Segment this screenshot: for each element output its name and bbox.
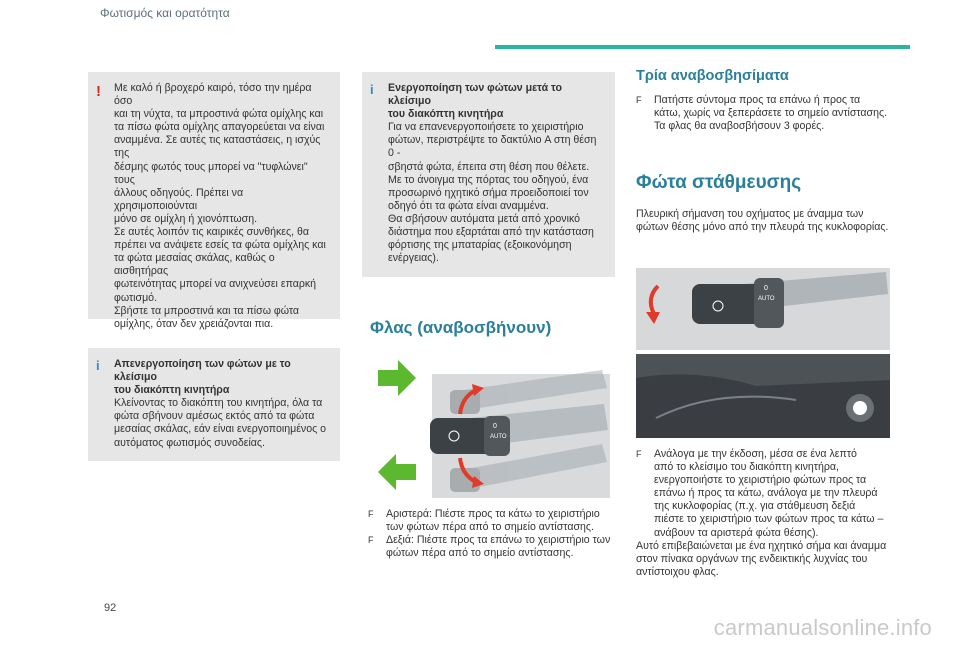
info-icon: i — [96, 358, 100, 373]
parking-bullet-line: ενεργοποιήστε το χειριστήριο φώτων προς τα — [654, 474, 867, 487]
info-on-heading-line: του διακόπτη κινητήρα — [388, 108, 504, 121]
warning-icon: ! — [96, 83, 101, 100]
three-flash-bullet — [636, 94, 906, 133]
warning-text — [114, 82, 328, 331]
bullet-icon: F — [636, 449, 642, 459]
three-flash-title: Τρία αναβοσβησίματα — [636, 68, 789, 84]
parking-bullet — [636, 448, 916, 540]
warning-text-line: τα φώτα μεσαίας σκάλας, καθώς ο αισθητήρας — [114, 252, 275, 278]
three-flash-line: Πατήστε σύντομα προς τα επάνω ή προς τα — [654, 94, 861, 106]
warning-text-line: Σβήστε τα μπροστινά και τα πίσω φώτα — [114, 304, 300, 317]
info-box-off-heading — [114, 358, 328, 397]
info-box-on-text — [388, 121, 603, 265]
info-off-heading-line: Απενεργοποίηση των φώτων με το κλείσιμο — [114, 358, 291, 384]
info-on-text-line: οδηγό ότι τα φώτα είναι αναμμένα. — [388, 199, 549, 212]
flash-bullet-right — [368, 534, 618, 560]
warning-box — [88, 72, 340, 330]
parking-outro-line: στον πίνακα οργάνων της ενδεικτικής λυχνίας του — [636, 552, 868, 565]
info-box-lights-on — [362, 72, 615, 277]
warning-text-line: και τη νύχτα, τα μπροστινά φώτα ομίχλης και — [114, 108, 324, 121]
info-on-text-line: φώτων, περιστρέψτε το δακτύλιο A στη θέση 0 - — [388, 134, 597, 160]
page-number: 92 — [104, 602, 117, 614]
info-on-text-line: ενέργειας). — [388, 252, 439, 265]
info-on-text-line: Θα σβήσουν αυτόματα μετά από χρονικό — [388, 212, 581, 225]
down-arrow-icon — [378, 454, 416, 490]
info-off-text-line: Κλείνοντας το διακόπτη του κινητήρα, όλα τα — [114, 397, 323, 410]
flash-right-line: Δεξιά: Πιέστε προς τα επάνω το χειριστήριο των — [386, 534, 611, 547]
info-off-text-line: φώτα σβήνουν αμέσως εκτός από τα φώτα — [114, 410, 315, 423]
parking-lights-intro — [636, 208, 916, 234]
warning-text-line: άλλους οδηγούς. Πρέπει να χρησιμοποιούνται — [114, 186, 244, 212]
flash-left-line: Αριστερά: Πιέστε προς τα κάτω το χειριστήριο — [386, 508, 600, 520]
stalk-auto-label: AUTO — [758, 296, 775, 302]
info-box-off-text — [114, 397, 328, 449]
parking-outro-line: Αυτό επιβεβαιώνεται με ένα ηχητικό σήμα και άναμμα — [636, 539, 887, 552]
flash-right-line: φώτων πέρα από το σημείο αντίστασης. — [386, 547, 574, 560]
parking-intro-line: φώτων θέσης μόνο από την πλευρά της κυκλοφορίας. — [636, 221, 889, 234]
warning-text-line: φωτισμό. — [114, 291, 158, 304]
lit-light-icon — [853, 401, 867, 415]
three-flash-text — [636, 94, 906, 133]
flash-stalk-illustration — [372, 352, 612, 502]
parking-bullet-line: από το κλείσιμο του διακόπτη κινητήρα, — [654, 461, 839, 474]
warning-text-line: Με καλό ή βροχερό καιρό, τόσο την ημέρα όσο — [114, 82, 312, 108]
page-header-title: Φωτισμός και ορατότητα — [100, 6, 230, 20]
stalk-auto-label: AUTO — [490, 434, 507, 440]
warning-text-line: ομίχλης, όταν δεν χρειάζονται πια. — [114, 317, 274, 330]
parking-bullet-line: της κυκλοφορίας (π.χ. για στάθμευση δεξιά — [654, 500, 856, 513]
header-accent-line — [495, 45, 910, 49]
parking-bullet-line: πιέστε το χειριστήριο των φώτων προς τα κάτω – — [654, 513, 884, 526]
flash-section-title: Φλας (αναβοσβήνουν) — [370, 318, 552, 337]
info-on-heading-line: Ενεργοποίηση των φώτων μετά το κλείσιμο — [388, 82, 562, 108]
parking-outro-line: αντίστοιχου φλας. — [636, 565, 719, 578]
flash-bullet-left — [368, 508, 618, 534]
parking-intro-line: Πλευρική σήμανση του οχήματος με άναμμα των — [636, 208, 864, 220]
parking-outro — [636, 540, 916, 579]
watermark: carmanualsonline.info — [713, 615, 932, 640]
info-on-text-line: Για να επανενεργοποιήσετε το χειριστήριο — [388, 121, 584, 134]
three-flash-line: Τα φλας θα αναβοσβήσουν 3 φορές. — [654, 120, 825, 133]
stalk-zero-label: 0 — [493, 423, 497, 430]
info-on-text-line: σβηστά φώτα, έπειτα στη θέση που θέλετε. — [388, 160, 590, 173]
parking-bullet-line: Ανάλογα με την έκδοση, μέσα σε ένα λεπτό — [654, 448, 857, 460]
parking-bullet-line: ανάβουν τα αριστερά φώτα θέσης). — [654, 526, 819, 539]
parking-bullet-line: επάνω ή προς τα κάτω, ανάλογα με την πλευρά — [654, 487, 878, 500]
info-off-text-line: μεσαίας σκάλας, εάν είναι ενεργοποιημένος ο — [114, 423, 327, 436]
up-arrow-icon — [378, 360, 416, 396]
warning-text-line: τα πίσω φώτα ομίχλης απαγορεύεται να είναι — [114, 121, 325, 134]
flash-left-line: των φώτων πέρα από το σημείο αντίστασης. — [386, 521, 594, 534]
warning-text-line: δέσμης φωτός τους μπορεί να "τυφλώνει" τους — [114, 160, 308, 186]
bullet-icon: F — [368, 535, 374, 546]
info-box-on-heading — [388, 82, 603, 121]
parking-lights-illustration — [636, 268, 890, 438]
info-box-lights-off — [88, 348, 340, 461]
info-on-text-line: φόρτισης της μπαταρίας (εξοικονόμηση — [388, 239, 572, 252]
bullet-icon: F — [368, 509, 374, 519]
three-flash-line: κάτω, χωρίς να ξεπεράσετε το σημείο αντίστασης. — [654, 107, 888, 120]
warning-text-line: μόνο σε ομίχλη ή χιονόπτωση. — [114, 212, 258, 225]
warning-text-line: φωτεινότητας μπορεί να ανιχνεύσει επαρκή — [114, 278, 317, 291]
info-off-text-line: αυτόματος φωτισμός συνοδείας. — [114, 436, 265, 449]
info-icon: i — [370, 82, 374, 97]
info-on-text-line: προσωρινό ηχητικό σήμα προειδοποιεί τον — [388, 186, 589, 199]
warning-text-line: αναμμένα. Σε αυτές τις καταστάσεις, η ισχύς της — [114, 134, 321, 160]
parking-lights-title: Φώτα στάθμευσης — [636, 172, 802, 193]
parking-lights-text — [636, 448, 916, 579]
stalk-zero-label: 0 — [764, 285, 768, 292]
flash-bullets — [368, 508, 618, 560]
info-on-text-line: διάστημα που εξαρτάται από την κατάσταση — [388, 226, 594, 239]
info-off-heading-line: του διακόπτη κινητήρα — [114, 384, 230, 397]
warning-text-line: Σε αυτές λοιπόν τις καιρικές συνθήκες, θα — [114, 226, 310, 239]
warning-text-line: πρέπει να ανάψετε εσείς τα φώτα ομίχλης και — [114, 239, 326, 252]
info-on-text-line: Με το άνοιγμα της πόρτας του οδηγού, ένα — [388, 173, 589, 186]
bullet-icon: F — [636, 95, 642, 105]
